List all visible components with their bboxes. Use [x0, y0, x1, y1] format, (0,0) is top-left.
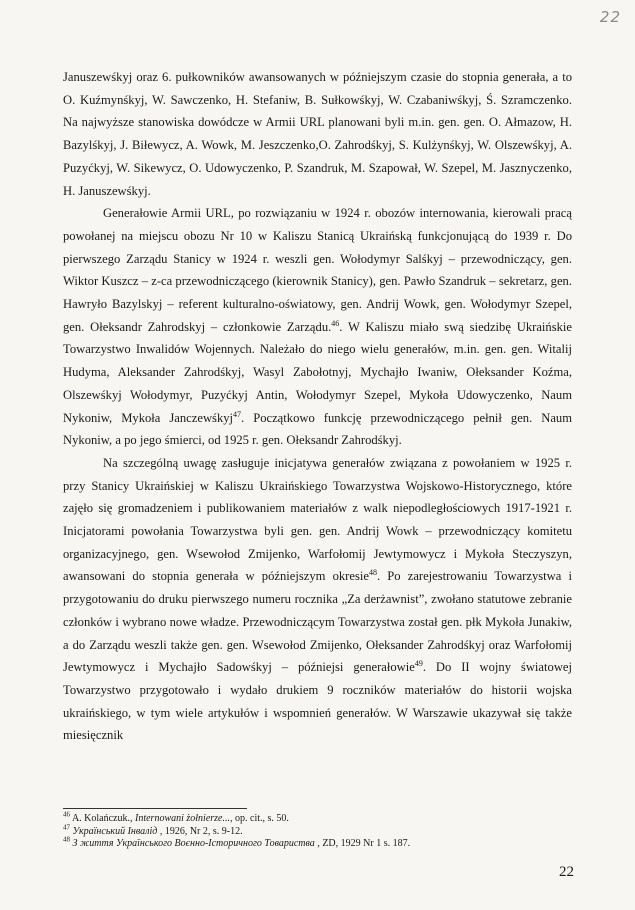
paragraph-text: Generałowie Armii URL, po rozwiązaniu w 1924 r. obozów internowania, kierowali pracą powołanej na miejscu obozu Nr 10 w Kaliszu Stanicą Ukraińską funkcjonującą do 1939 r. Do pierwszego Zarządu Stanicy w 1924 r. weszli gen. Wołodymyr Salśkyj – przewodniczący, gen. Wiktor Kuszcz – z-ca przewodniczącego (kierownik Stanicy), gen. Pawło Szandruk – sekretarz, gen. Hawryło Bazylskyj – referent kulturalno-oświatowy, gen. Andrij Wowk, gen. Wołodymyr Szepel, gen. Ołeksandr Zahrodskyj – członkowie Zarządu.: [63, 206, 572, 334]
paragraph-text: Januszewśkyj oraz 6. pułkowników awansowanych w późniejszym czasie do stopnia generała, a to O. Kuźmynśkyj, W. Sawczenko, H. Stefaniw, B. Sułkowśkyj, W. Czabaniwśkyj, Ś. Szramczenko. Na najwyższe stanowiska dowódcze w Armii URL planowani byli m.in. gen. gen. O. Ałmazow, H. Bazylśkyj, J. Biłewycz, A. Wowk, M. Jeszczenko,O. Zahrodśkyj, S. Kulżynśkyj, W. Olszewśkyj, A. Puzyćkyj, W. Sikewycz, O. Udowyczenko, P. Szandruk, M. Szapował, W. Szepel, M. Jasznyczenko, H. Januszewśkyj.: [63, 70, 572, 198]
footnote-title: Український Інвалід: [72, 825, 158, 837]
footnote-48: [63, 835, 572, 851]
footnote-ref: 47: [233, 409, 242, 419]
footnote-source: , op. cit., s. 50.: [230, 813, 289, 824]
footnote-ref: 48: [368, 568, 377, 578]
footnotes: [63, 810, 572, 851]
footnote-title: З життя Українського Воєнно-Історичного Товариства: [72, 838, 315, 849]
footnote-author: A. Kolańczuk.,: [71, 813, 135, 824]
footnote-source: , 1926, Nr 2, s. 9-12.: [157, 825, 243, 837]
paragraph-3: [63, 452, 572, 747]
footnote-divider: [63, 808, 247, 809]
footnote-number: 46: [63, 810, 70, 819]
paragraph-text: Na szczególną uwagę zasługuje inicjatywa generałów związana z powołaniem w 1925 r. przy Stanicy Ukraińskiej w Kaliszu Ukraińskiego Towarzystwa Wojskowo-Historycznego, które zajęło się gromadzeniem i publikowaniem materiałów z walk niepodległościowych 1917-1921 r. Inicjatorami powołania Towarzystwa byli gen. gen. Andrij Wowk – przewodniczący komitetu organizacyjnego, gen. Wsewołod Zmijenko, Warfołomij Jewtymowycz i Mykoła Steczyszyn, awansowani do stopnia generała w późniejszym okresie: [63, 455, 572, 584]
footnote-47: [63, 823, 572, 839]
footnote-number: 48: [63, 835, 70, 844]
footnote-source: , ZD, 1929 Nr 1 s. 187.: [314, 838, 411, 849]
page-number: 22: [559, 864, 574, 880]
footnote-ref: 49: [414, 659, 423, 669]
footnote-title: Internowani żołnierze...: [135, 813, 230, 824]
footnote-46: [63, 810, 572, 826]
paragraph-text: . Początkowo funkcję przewodniczącego pełnił gen. Naum Nykoniw, a po jego śmierci, od 1925 r. gen. Ołeksandr Zahrodśkyj.: [63, 410, 573, 448]
paragraph-text: . Do II wojny światowej Towarzystwo przygotowało i wydało drukiem 9 roczników materiałów do historii wojska ukraińskiego, w tym wiele artykułów i wspomnień generałów. W Warszawie ukazywał się także miesięcznik: [63, 660, 573, 743]
paragraph-text: . W Kaliszu miało swą siedzibę Ukraińskie Towarzystwo Inwalidów Wojennych. Należało do niego wielu generałów, m.in. gen. gen. Witalij Hudyma, Aleksander Zahrodśkyj, Wasyl Zabołotnyj, Mychajło Iwaniw, Ołeksander Koźma, Olszewśkyj Wołodymyr, Puzyćkyj Antin, Wołodymyr Szepel, Mykoła Udowyczenko, Naum Nykoniw, Mykoła Janczewśkyj: [63, 319, 573, 425]
handwritten-page-mark: 22: [599, 8, 621, 26]
paragraph-2: [63, 202, 572, 452]
footnote-ref: 46: [331, 318, 340, 328]
footnote-number: 47: [63, 823, 70, 832]
body-text: [63, 66, 572, 747]
paragraph-1: [63, 66, 572, 202]
paragraph-text: . Po zarejestrowaniu Towarzystwa i przygotowaniu do druku pierwszego numeru rocznika „Za derżawnist”, zwołano statutowe zebranie członków i wybrano nowe władze. Przewodniczącym Towarzystwa został gen. płk Mykoła Junakiw, a do Zarządu weszli także gen. gen. Wsewołod Zmijenko, Ołeksander Zahrodśkyj oraz Warfołomij Jewtymowycz i Mychajło Sadowśkyj – późniejsi generałowie: [63, 569, 572, 675]
